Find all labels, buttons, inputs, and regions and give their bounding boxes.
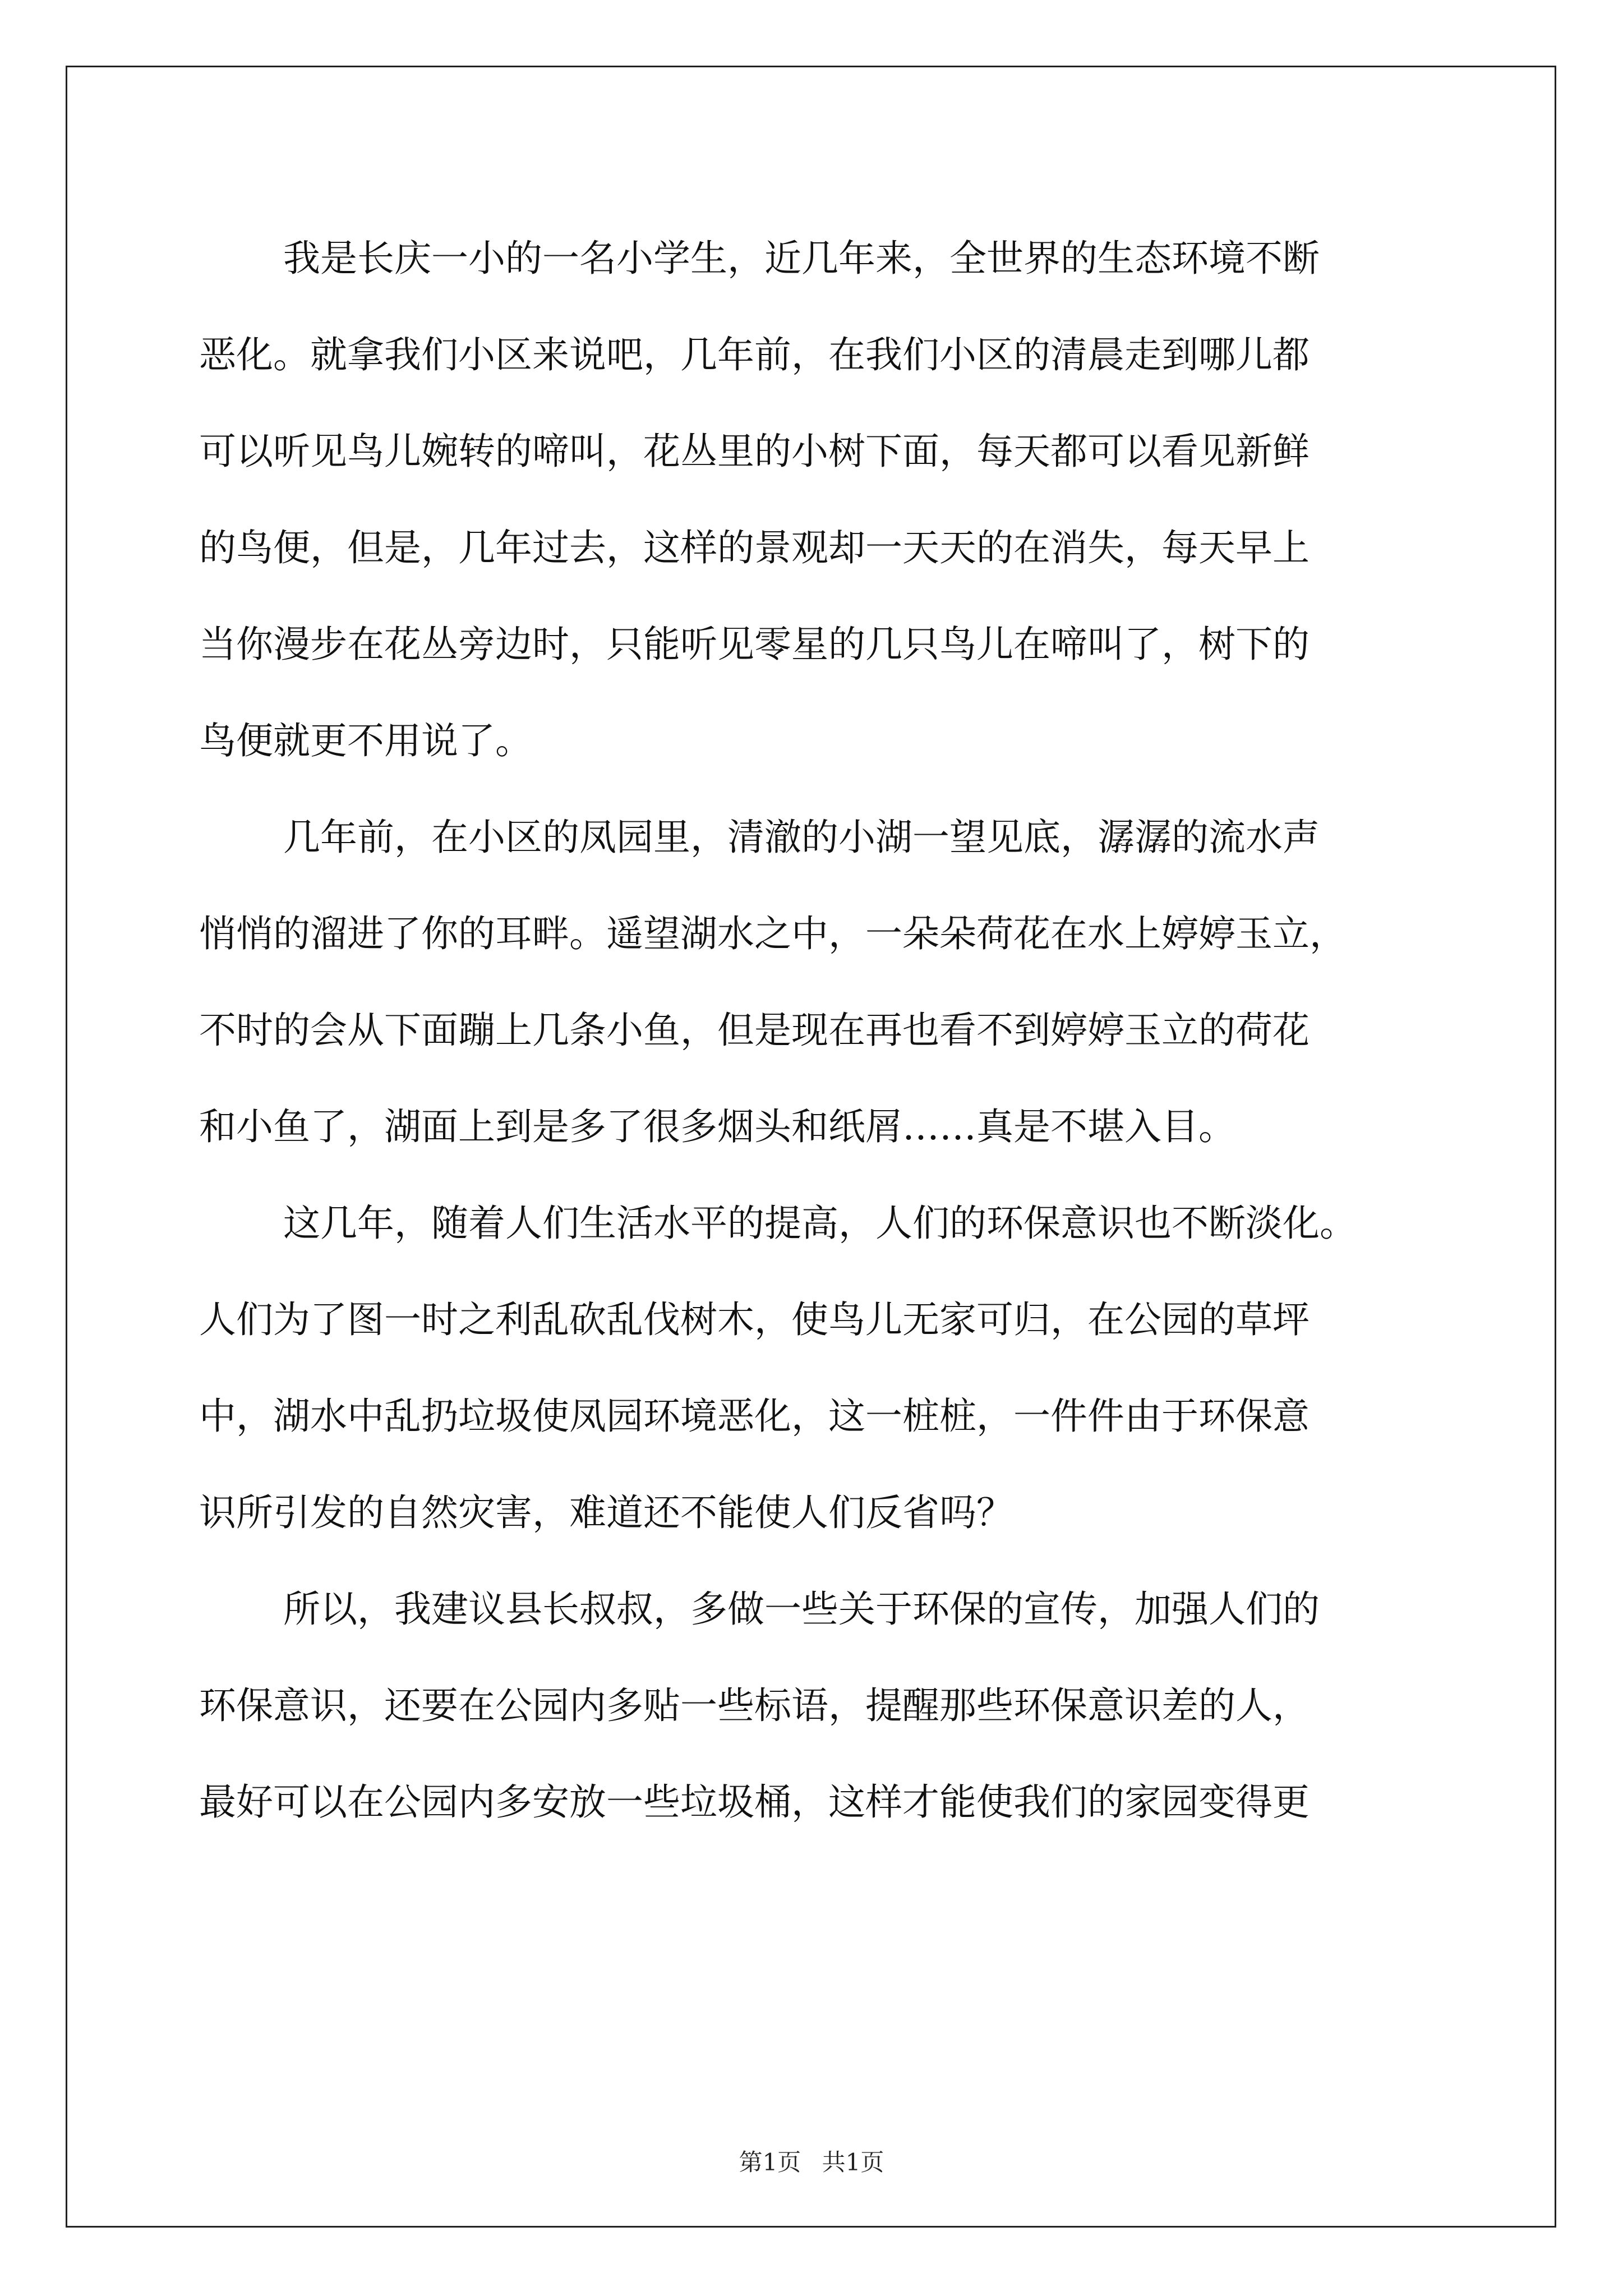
paragraph-2-line-1: 几年前，在小区的凤园里，清澈的小湖一望见底，潺潺的流水声 (283, 816, 1320, 859)
paragraph-2-line-3: 不时的会从下面蹦上几条小鱼，但是现在再也看不到婷婷玉立的荷花 (199, 1009, 1310, 1052)
paragraph-1-line-4: 的鸟便，但是，几年过去，这样的景观却一天天的在消失，每天早上 (199, 526, 1310, 569)
paragraph-3-line-4: 识所引发的自然灾害，难道还不能使人们反省吗？ (199, 1491, 1013, 1534)
page-footer (0, 2146, 1623, 2179)
paragraph-4-line-1: 所以，我建议县长叔叔，多做一些关于环保的宣传，加强人们的 (283, 1588, 1320, 1631)
paragraph-2-line-2: 悄悄的溜进了你的耳畔。遥望湖水之中，一朵朵荷花在水上婷婷玉立， (199, 912, 1347, 955)
page-count: 共1页 (822, 2148, 884, 2176)
paragraph-2-line-4: 和小鱼了，湖面上到是多了很多烟头和纸屑……真是不堪入目。 (199, 1105, 1235, 1148)
paragraph-1-line-6: 鸟便就更不用说了。 (199, 719, 532, 762)
page-number: 第1页 (739, 2148, 801, 2176)
paragraph-4-line-3: 最好可以在公园内多安放一些垃圾桶，这样才能使我们的家园变得更 (199, 1780, 1310, 1824)
paragraph-3-line-2: 人们为了图一时之利乱砍乱伐树木，使鸟儿无家可归，在公园的草坪 (199, 1298, 1310, 1341)
paragraph-3-line-1: 这几年，随着人们生活水平的提高，人们的环保意识也不断淡化。 (283, 1202, 1357, 1245)
paragraph-1-line-2: 恶化。就拿我们小区来说吧，几年前，在我们小区的清晨走到哪儿都 (199, 333, 1310, 376)
paragraph-4-line-2: 环保意识，还要在公园内多贴一些标语，提醒那些环保意识差的人， (199, 1684, 1310, 1727)
paragraph-1-line-1: 我是长庆一小的一名小学生，近几年来，全世界的生态环境不断 (283, 237, 1320, 280)
paragraph-1-line-5: 当你漫步在花丛旁边时，只能听见零星的几只鸟儿在啼叫了，树下的 (199, 623, 1310, 666)
document-body (199, 210, 1433, 1851)
paragraph-3-line-3: 中，湖水中乱扔垃圾使凤园环境恶化，这一桩桩，一件件由于环保意 (199, 1395, 1310, 1438)
paragraph-1-line-3: 可以听见鸟儿婉转的啼叫，花丛里的小树下面，每天都可以看见新鲜 (199, 430, 1310, 473)
